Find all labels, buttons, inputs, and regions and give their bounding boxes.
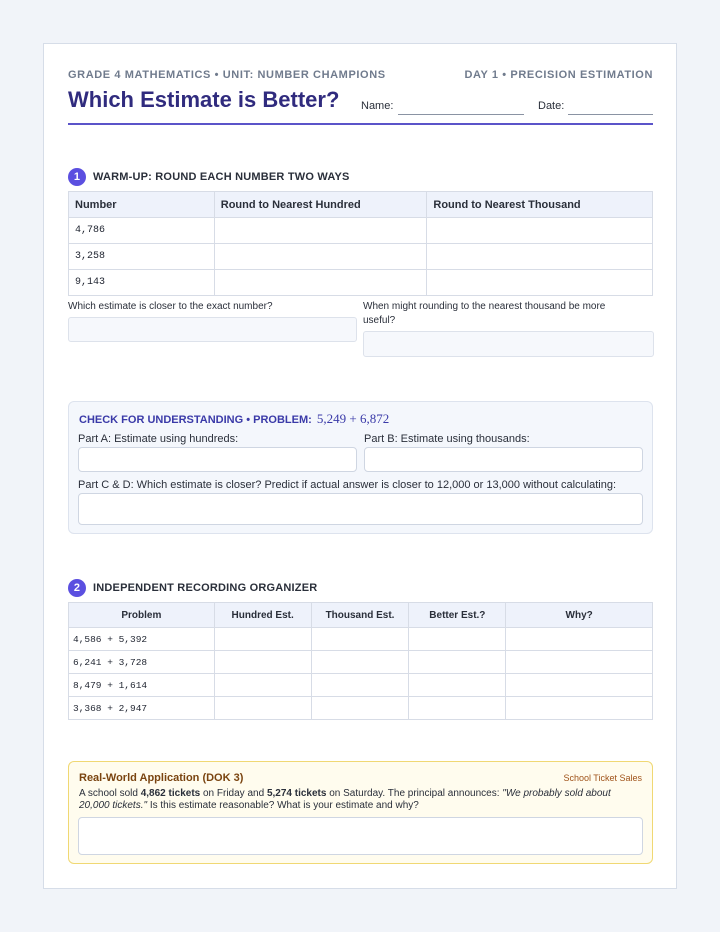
table-row xyxy=(69,697,653,720)
warmup-heading-text: WARM-UP: ROUND EACH NUMBER TWO WAYS xyxy=(93,171,350,183)
worksheet-header xyxy=(68,69,653,125)
page-title: Which Estimate is Better? xyxy=(68,87,340,112)
check-title-text: CHECK FOR UNDERSTANDING • PROBLEM: xyxy=(79,414,312,426)
section-number-badge: 2 xyxy=(68,579,86,597)
prompt-text: Is this estimate reasonable? What is your estimate and why? xyxy=(147,800,419,811)
part-a-label: Part A: Estimate using hundreds: xyxy=(78,433,239,445)
date-field[interactable] xyxy=(568,114,653,115)
section-number-badge: 1 xyxy=(68,168,86,186)
answer-cell[interactable] xyxy=(214,270,427,296)
recording-organizer-table xyxy=(68,602,653,720)
real-world-answer-box[interactable] xyxy=(78,817,643,855)
problem-cell: 8,479 + 1,614 xyxy=(69,674,215,697)
column-header-better-est: Better Est.? xyxy=(409,603,506,628)
name-field[interactable] xyxy=(398,114,524,115)
column-header-hundred-est: Hundred Est. xyxy=(214,603,311,628)
name-label: Name: xyxy=(361,100,394,112)
worksheet-page xyxy=(43,43,677,889)
answer-cell[interactable] xyxy=(427,270,653,296)
check-title xyxy=(79,411,389,427)
part-cd-input[interactable] xyxy=(78,493,643,525)
problem-cell: 3,368 + 2,947 xyxy=(69,697,215,720)
column-header-hundred: Round to Nearest Hundred xyxy=(214,192,427,218)
warmup-heading xyxy=(68,168,350,186)
answer-cell[interactable] xyxy=(427,244,653,270)
answer-cell[interactable] xyxy=(214,628,311,651)
problem-cell: 4,586 + 5,392 xyxy=(69,628,215,651)
part-cd-label: Part C & D: Which estimate is closer? Predict if actual answer is closer to 12,000 or 13,000 without calculating: xyxy=(78,479,617,491)
answer-cell[interactable] xyxy=(214,697,311,720)
part-b-label: Part B: Estimate using thousands: xyxy=(364,433,530,445)
table-row xyxy=(69,270,653,296)
unit-eyebrow: GRADE 4 MATHEMATICS • UNIT: NUMBER CHAMPIONS xyxy=(68,69,386,81)
date-label: Date: xyxy=(538,100,565,112)
column-header-thousand-est: Thousand Est. xyxy=(311,603,409,628)
table-row xyxy=(69,651,653,674)
answer-cell[interactable] xyxy=(409,674,506,697)
principal-quote: "We probably sold about 20,000 tickets." xyxy=(79,788,611,811)
table-row xyxy=(69,628,653,651)
answer-cell[interactable] xyxy=(214,244,427,270)
answer-cell[interactable] xyxy=(409,628,506,651)
real-world-card xyxy=(68,761,653,864)
answer-cell[interactable] xyxy=(427,218,653,244)
answer-cell[interactable] xyxy=(311,651,409,674)
answer-cell[interactable] xyxy=(506,628,653,651)
check-understanding-card xyxy=(68,401,653,534)
real-world-prompt xyxy=(79,788,644,812)
answer-cell[interactable] xyxy=(409,697,506,720)
column-header-problem: Problem xyxy=(69,603,215,628)
table-row xyxy=(69,674,653,697)
organizer-heading-text: INDEPENDENT RECORDING ORGANIZER xyxy=(93,582,318,594)
column-header-why: Why? xyxy=(506,603,653,628)
answer-cell[interactable] xyxy=(409,651,506,674)
thousand-answer-box[interactable] xyxy=(363,331,654,357)
column-header-number: Number xyxy=(69,192,215,218)
closer-answer-box[interactable] xyxy=(68,317,357,342)
number-cell: 4,786 xyxy=(69,218,215,244)
saturday-tickets: 5,274 tickets xyxy=(266,788,327,799)
answer-cell[interactable] xyxy=(311,628,409,651)
column-header-thousand: Round to Nearest Thousand xyxy=(427,192,653,218)
prompt-text: on Saturday. The principal announces: xyxy=(326,788,503,799)
organizer-heading xyxy=(68,579,317,597)
real-world-tag: School Ticket Sales xyxy=(563,773,642,783)
warmup-table xyxy=(68,191,653,296)
answer-cell[interactable] xyxy=(214,218,427,244)
prompt-text: A school sold xyxy=(79,788,141,799)
answer-cell[interactable] xyxy=(214,651,311,674)
number-cell: 3,258 xyxy=(69,244,215,270)
table-row xyxy=(69,244,653,270)
closer-question: Which estimate is closer to the exact number? xyxy=(68,301,273,312)
day-label: DAY 1 • PRECISION ESTIMATION xyxy=(464,69,653,81)
answer-cell[interactable] xyxy=(506,674,653,697)
number-cell: 9,143 xyxy=(69,270,215,296)
prompt-text: on Friday and xyxy=(200,788,267,799)
answer-cell[interactable] xyxy=(311,697,409,720)
thousand-question: When might rounding to the nearest thousand be more useful? xyxy=(363,301,606,326)
part-b-input[interactable] xyxy=(364,447,643,472)
answer-cell[interactable] xyxy=(214,674,311,697)
answer-cell[interactable] xyxy=(506,651,653,674)
problem-expression: 5,249 + 6,872 xyxy=(316,411,390,426)
answer-cell[interactable] xyxy=(311,674,409,697)
part-a-input[interactable] xyxy=(78,447,357,472)
table-row xyxy=(69,218,653,244)
real-world-title: Real-World Application (DOK 3) xyxy=(79,772,244,784)
answer-cell[interactable] xyxy=(506,697,653,720)
friday-tickets: 4,862 tickets xyxy=(140,788,201,799)
problem-cell: 6,241 + 3,728 xyxy=(69,651,215,674)
